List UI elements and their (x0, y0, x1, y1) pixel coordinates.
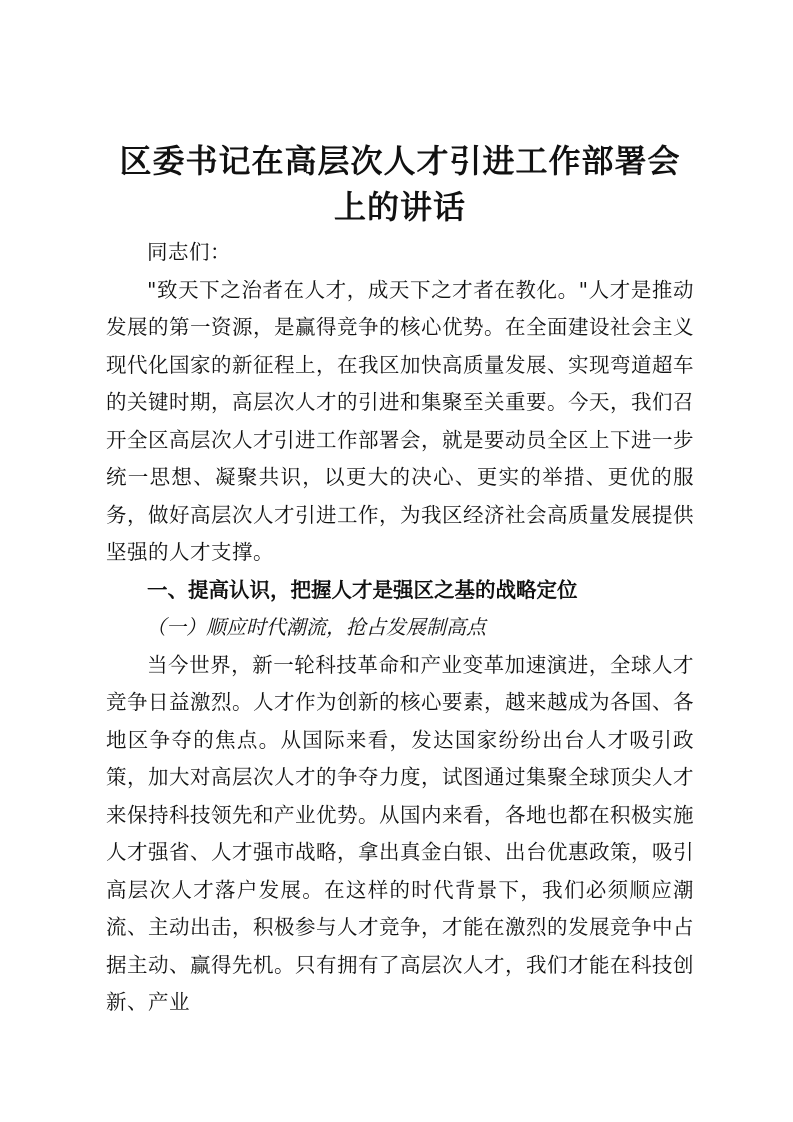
document-page (106, 138, 694, 1022)
document-title: 区委书记在高层次人才引进工作部署会上的讲话 (119, 142, 681, 226)
subsection-1-body: 当今世界，新一轮科技革命和产业变革加速演进，全球人才竞争日益激烈。人才作为创新的核心要素，越来越成为各国、各地区争夺的焦点。从国际来看，发达国家纷纷出台人才吸引政策，加大对高层次人才的争夺力度，试图通过集聚全球顶尖人才来保持科技领先和产业优势。从国内来看，各地也都在积极实施人才强省、人才强市战略，拿出真金白银、出台优惠政策，吸引高层次人才落户发展。在这样的时代背景下，我们必须顺应潮流、主动出击，积极参与人才竞争，才能在激烈的发展竞争中占据主动、赢得先机。只有拥有了高层次人才，我们才能在科技创新、产业 (106, 652, 694, 1014)
intro-paragraph: "致天下之治者在人才，成天下之才者在教化。"人才是推动发展的第一资源，是赢得竞争的核心优势。在全面建设社会主义现代化国家的新征程上，在我区加快高质量发展、实现弯道超车的关键时期，高层次人才的引进和集聚至关重要。今天，我们召开全区高层次人才引进工作部署会，就是要动员全区上下进一步统一思想、凝聚共识，以更大的决心、更实的举措、更优的服务，做好高层次人才引进工作，为我区经济社会高质量发展提供坚强的人才支撑。 (106, 277, 694, 564)
salutation: 同志们： (147, 240, 231, 264)
subsection-heading-1: （一）顺应时代潮流，抢占发展制高点 (146, 615, 486, 639)
section-heading-1: 一、提高认识，把握人才是强区之基的战略定位 (147, 577, 578, 602)
